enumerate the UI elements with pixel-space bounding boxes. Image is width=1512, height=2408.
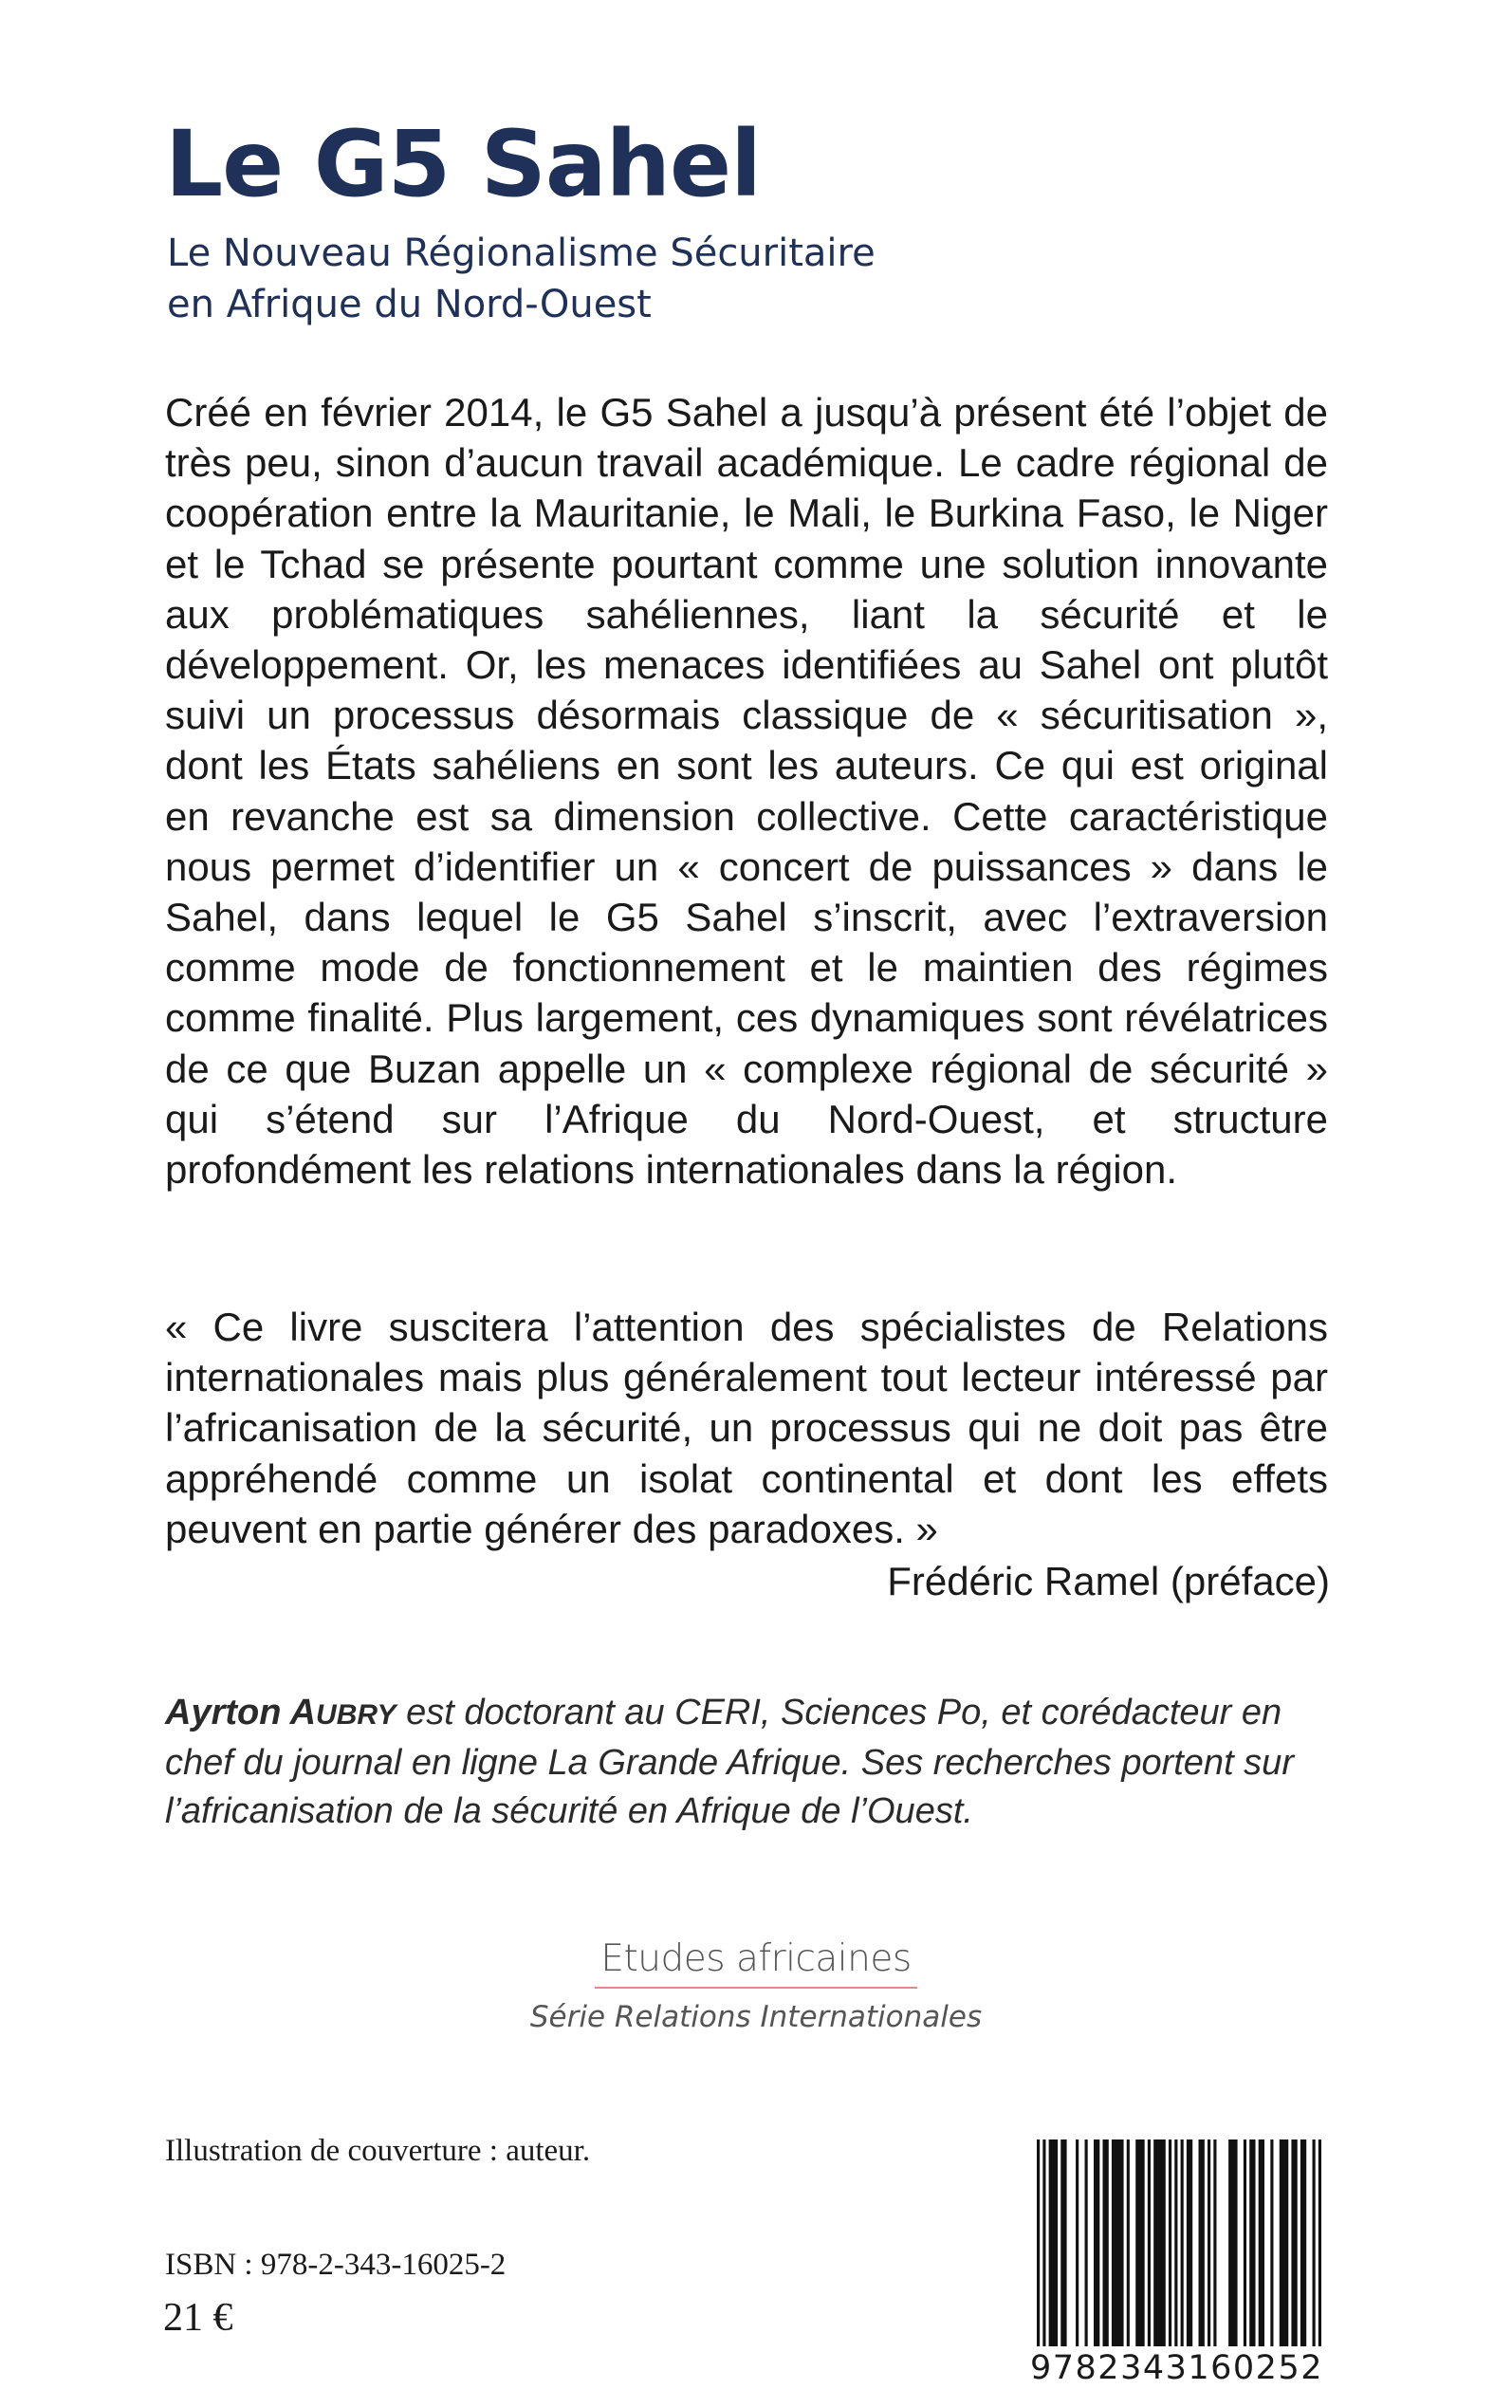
series-block <box>0 1936 1512 2038</box>
barcode-bar <box>1112 2139 1124 2346</box>
barcode-bar <box>1213 2139 1216 2346</box>
barcode-bar <box>1208 2139 1210 2346</box>
barcode-bar <box>1187 2139 1192 2346</box>
barcode-bar <box>1280 2139 1288 2346</box>
barcode-bar <box>1313 2139 1316 2346</box>
barcode-bar <box>1181 2139 1184 2346</box>
barcode-bar <box>1148 2139 1151 2346</box>
barcode-icon <box>1037 2139 1321 2346</box>
barcode-bar <box>1037 2139 1040 2346</box>
barcode-bar <box>1199 2139 1205 2346</box>
preface-quote: « Ce livre suscitera l’attention des spécialistes de Relations internationales mais plus généralement tout lecteur intéressé par l’africanisation de la sécurité, un processus qui ne doit pas être appréhendé comme un isolat continental et dont les effets peuvent en partie générer des paradoxes. » <box>165 1305 1328 1551</box>
subtitle-line-2: en Afrique du Nord-Ouest <box>167 283 652 326</box>
illustration-credit: Illustration de couverture : auteur. <box>165 2134 591 2168</box>
barcode-bar <box>1060 2139 1066 2346</box>
book-subtitle <box>167 228 1021 330</box>
barcode-number: 9782343160252 <box>1030 2349 1323 2387</box>
quote-attribution: Frédéric Ramel (préface) <box>887 1559 1330 1603</box>
barcode-bar <box>1076 2139 1079 2346</box>
author-bio <box>165 1689 1328 1836</box>
series-name: Etudes africaines <box>595 1936 916 1989</box>
author-first-name: Ayrton A <box>165 1693 317 1732</box>
book-title: Le G5 Sahel <box>165 111 761 217</box>
barcode-bars <box>1037 2139 1321 2346</box>
series-subtitle: Série Relations Internationales <box>529 2000 983 2034</box>
barcode-bar <box>1127 2139 1130 2346</box>
barcode-bar <box>1153 2139 1166 2346</box>
subtitle-line-1: Le Nouveau Régionalisme Sécuritaire <box>167 232 876 275</box>
barcode-bar <box>1135 2139 1144 2346</box>
book-summary: Créé en février 2014, le G5 Sahel a jusqu’à présent été l’objet de très peu, sinon d’aucun travail académique. Le cadre régional de coopération entre la Mauritanie, le Mali, le Burkina Faso, le Niger et le Tchad se présente pourtant comme une solution innovante aux problématiques sahéliennes, liant la sécurité et le développement. Or, les menaces identifiées au Sahel ont plutôt suivi un processus désormais classique de « sécuritisation », dont les États sahéliens en sont les auteurs. Ce qui est original en revanche est sa dimension collective. Cette caractéristique nous permet d’identifier un « concert de puissances » dans le Sahel, dans lequel le G5 Sahel s’inscrit, avec l’extraversion comme mode de fonctionnement et le maintien des régimes comme finalité. Plus largement, ces dynamiques sont révélatrices de ce que Buzan appelle un « complexe régional de sécurité » qui s’étend sur l’Afrique du Nord-Ouest, et structure profondément les relations internationales dans la région. <box>165 390 1328 1193</box>
barcode-bar <box>1094 2139 1099 2346</box>
barcode-bar <box>1291 2139 1297 2346</box>
barcode-bar <box>1259 2139 1264 2346</box>
barcode-bar <box>1249 2139 1255 2346</box>
author-name <box>165 1693 396 1732</box>
barcode-bar <box>1244 2139 1246 2346</box>
price: 21 € <box>163 2296 233 2340</box>
barcode-bar <box>1085 2139 1088 2346</box>
barcode-bar <box>1049 2139 1058 2346</box>
barcode-bar <box>1318 2139 1321 2346</box>
barcode-bar <box>1174 2139 1177 2346</box>
isbn: ISBN : 978-2-343-16025-2 <box>165 2248 507 2282</box>
barcode-bar <box>1169 2139 1171 2346</box>
barcode-bar <box>1042 2139 1045 2346</box>
barcode-bar <box>1228 2139 1237 2346</box>
barcode-bar <box>1270 2139 1273 2346</box>
barcode-bar <box>1102 2139 1108 2346</box>
barcode-bar <box>1300 2139 1306 2346</box>
author-bio-text: est doctorant au CERI, Sciences Po, et corédacteur en chef du journal en ligne La Grande Afrique. Ses recherches portent sur l’africanisation de la sécurité en Afrique de l’Ouest. <box>165 1693 1294 1831</box>
author-last-name-smallcaps: UBRY <box>316 1699 396 1731</box>
